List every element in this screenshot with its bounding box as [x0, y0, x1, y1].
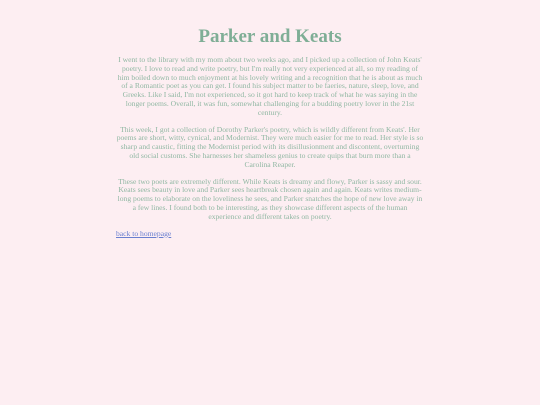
paragraph-keats: I went to the library with my mom about two weeks ago, and I picked up a collection of John Keats' poetry. I love to read and write poetry, but I'm really not very experienced at all, so my reading of him boiled down to much enjoyment at his lovely writing and a recognition that he is about as much of a Romantic poet as you can get. I found his subject matter to be faeries, nature, sleep, love, and Greeks. Like I said, I'm not experienced, so it got hard to keep track of what he was saying in the longer poems. Overall, it was fun, somewhat challenging for a budding poetry lover in the 21st century.: [117, 55, 423, 117]
paragraph-parker: This week, I got a collection of Dorothy Parker's poetry, which is wildly different from Keats'. Her poems are short, witty, cynical, and Modernist. They were much easier for me to read. Her style is so sharp and caustic, fitting the Modernist period with its disillusionment and discontent, overturning old social customs. She harnesses her shameless genius to create quips that burn more than a Carolina Reaper.: [116, 124, 424, 169]
page-title: Parker and Keats: [198, 26, 342, 47]
back-to-homepage-link[interactable]: back to homepage: [116, 228, 172, 238]
paragraph-comparison: These two poets are extremely different. While Keats is dreamy and flowy, Parker is sassy and sour. Keats sees beauty in love and Parker sees heartbreak chosen again and again. Keats writes medium-long poems to elaborate on the loveliness he sees, and Parker snatches the hope of new love away in a few lines. I found both to be interesting, as they showcase different aspects of the human experience and different takes on poetry.: [117, 176, 423, 221]
article-body: [116, 56, 424, 238]
